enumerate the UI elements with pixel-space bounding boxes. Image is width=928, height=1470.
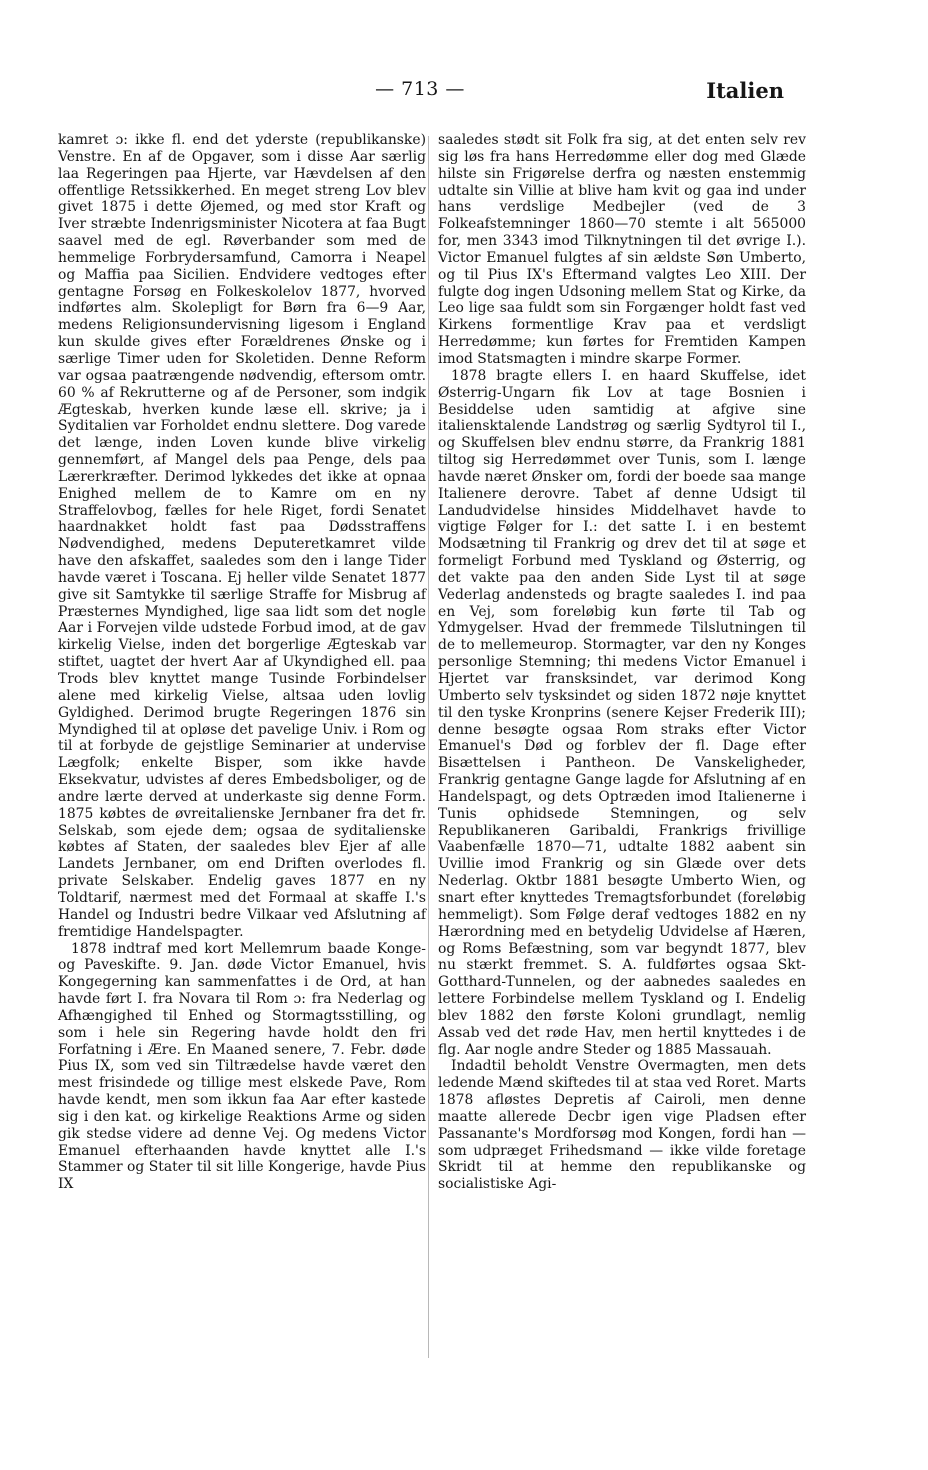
paragraph: saaledes stødt sit Folk fra sig, at det enten selv rev sig løs fra hans Herredømme eller dog med Glæde hilste sin Frigørelse derfra og næsten enstemmig udtalte sin Villie at blive ham kvit og gaa ind under hans verdslige Medbejler (ved de 3 Folkeafstemninger 1860—70 stemte i alt 565000 for, men 3343 imod Tilknytningen til det øvrige I.). Victor Emanuel fulgtes af sin ældste Søn Umberto, og til Pius IX's Eftermand valgtes Leo XIII. Der fulgte dog ingen Udsoning mellem Stat og Kirke, da Leo lige saa fuldt som sin Forgænger holdt fast ved Kirkens formentlige Krav paa et verdsligt Herredømme; kun førtes for Fremtiden Kampen imod Statsmagten i mindre skarpe Former. bbox=[438, 132, 806, 367]
paragraph: Indadtil beholdt Venstre Overmagten, men dets ledende Mænd skiftedes til at staa ved Roret. Marts 1878 afløstes Depretis af Cairoli, men denne maatte allerede Decbr igen vige Pladsen efter Passanante's Mordforsøg mod Kongen, fordi han — som udpræget Frihedsmand — ikke vilde foretage Skridt til at hemme den republikanske og socialistiske Agi- bbox=[438, 1058, 806, 1193]
paragraph: 1878 bragte ellers I. en haard Skuffelse, idet Østerrig-Ungarn fik Lov at tage Bosnien i Besiddelse uden samtidig at afgive sine italiensktalende Landstrøg og særlig Sydtyrol til I., og Skuffelsen blev endnu større, da Frankrig 1881 tiltog sig Herredømmet over Tunis, som I. længe havde næret Ønsker om, fordi der boede saa mange Italienere derovre. Tabet af denne Udsigt til Landudvidelse hinsides Middelhavet havde to vigtige Følger for I.: det satte I. i en bestemt Modsætning til Frankrig og drev det til at søge et formeligt Forbund med Tyskland og Østerrig, og det vakte paa den anden Side Lyst til at søge Vederlag andensteds og bragte saaledes I. ind paa en Vej, som foreløbig kun førte til Tab og Ydmygelser. Hvad der fremmede Tilslutningen til de to mellemeurop. Stormagter, var den ny Konges personlige Stemning; thi medens Victor Emanuel i Hjertet var fransksindet, var derimod Kong Umberto selv tysksindet og siden 1872 nøje knyttet til den tyske Kronprins (senere Kejser Frederik III); denne besøgte ogsaa Rom straks efter Victor Emanuel's Død og forblev der fl. Dage efter Bisættelsen i Pantheon. De Vanskeligheder, Frankrig gentagne Gange lagde for Afslutning af en Handelspagt, og dets Optræden imod Italienerne i Tunis ophidsede Stemningen, og selv Republikaneren Garibaldi, Frankrigs frivillige Vaabenfælle 1870—71, udtalte 1882 aabent sin Uvillie imod Frankrig og sin Glæde over dets Nederlag. Oktbr 1881 besøgte Umberto Wien, og snart efter knyttedes Tremagtsforbundet (foreløbig hemmeligt). Som Følge deraf vedtoges 1882 en ny Hærordning med en betydelig Udvidelse af Hæren, og Roms Befæstning, som var begyndt 1877, blev nu stærkt fremmet. S. A. fuldførtes ogsaa Skt-Gotthard-Tunnelen, og der aabnedes saaledes en lettere Forbindelse mellem Tyskland og I. Endelig blev 1882 den første Koloni grundlagt, nemlig Assab ved det røde Hav, men hertil knyttedes i de flg. Aar nogle andre Steder og 1885 Massauah. bbox=[438, 367, 806, 1058]
page-header bbox=[0, 78, 928, 108]
paragraph: 1878 indtraf med kort Mellemrum baade Konge- og Paveskifte. 9. Jan. døde Victor Emanuel, hvis Kongegerning kan sammenfattes i de Ord, at han havde ført I. fra Novara til Rom ɔ: fra Nederlag og Afhængighed til Enhed og Stormagtsstilling, og som i hele sin Regering havde holdt den fri Forfatning i Ære. En Maaned senere, 7. Febr. døde Pius IX, som ved sin Tiltrædelse havde været den mest frisindede og tillige mest elskede Pave, Rom havde kendt, men som ikkun faa Aar efter kastede sig i den kat. og kirkelige Reaktions Arme og siden gik stedse videre ad denne Vej. Og medens Victor Emanuel efterhaanden havde knyttet alle I.'s Stammer og Stater til sit lille Kongerige, havde Pius IX bbox=[58, 940, 426, 1193]
running-head: Italien bbox=[706, 78, 784, 103]
left-column bbox=[58, 132, 426, 1193]
column-divider bbox=[428, 136, 429, 1358]
paragraph: kamret ɔ: ikke fl. end det yderste (republikanske) Venstre. En af de Opgaver, som i disse Aar særlig laa Regeringen paa Hjerte, var Hævdelsen af den offentlige Retssikkerhed. En meget streng Lov blev givet 1875 i dette Øjemed, og med stor Kraft og Iver stræbte Indenrigsminister Nicotera at faa Bugt saavel med de egl. Røverbander som med de hemmelige Forbrydersamfund, Camorra i Neapel og Maffia paa Sicilien. Endvidere vedtoges efter gentagne Forsøg en Folkeskolelov 1877, hvorved indførtes alm. Skolepligt for Børn fra 6—9 Aar, medens Religionsundervisning ligesom i England kun skulde gives efter Forældrenes Ønske og i særlige Timer uden for Skoletiden. Denne Reform var ogsaa paatrængende nødvendig, eftersom omtr. 60 % af Rekrutterne og af de Personer, som indgik Ægteskab, hverken kunde læse ell. skrive; ja i Syditalien var Forholdet endnu slettere. Dog varede det længe, inden Loven kunde blive virkelig gennemført, af Mangel dels paa Penge, dels paa Lærerkræfter. Derimod lykkedes det ikke at opnaa Enighed mellem de to Kamre om en ny Straffelovbog, fælles for hele Riget, fordi Senatet haardnakket holdt fast paa Dødsstraffens Nødvendighed, medens Deputeretkamret vilde have den afskaffet, saaledes som den i lange Tider havde været i Toscana. Ej heller vilde Senatet 1877 give sit Samtykke til særlige Straffe for Misbrug af Præsternes Myndighed, lige saa lidt som det nogle Aar i Forvejen vilde udstede Forbud imod, at de gav kirkelig Vielse, inden det borgerlige Ægteskab var stiftet, uagtet der hvert Aar af Ukyndighed ell. paa Trods blev knyttet mange Tusinde Forbindelser alene med kirkelig Vielse, altsaa uden lovlig Gyldighed. Derimod brugte Regeringen 1876 sin Myndighed til at opløse det pavelige Univ. i Rom og til at forbyde de gejstlige Seminarier at undervise Lægfolk; enkelte Bisper, som ikke havde Eksekvatur, udvistes af deres Embedsboliger, og de andre lærte derved at underkaste sig denne Form. 1875 købtes de øvreitalienske Jernbaner fra det fr. Selskab, som ejede dem; ogsaa de syditalienske købtes af Staten, der saaledes blev Ejer af alle Landets Jernbaner, om end Driften overlodes fl. private Selskaber. Endelig gaves 1877 en ny Toldtarif, nærmest med det Formaal at skaffe I.'s Handel og Industri bedre Vilkaar ved Afslutning af fremtidige Handelspagter. bbox=[58, 132, 426, 940]
page-number: — 713 — bbox=[375, 78, 465, 100]
right-column bbox=[438, 132, 806, 1193]
